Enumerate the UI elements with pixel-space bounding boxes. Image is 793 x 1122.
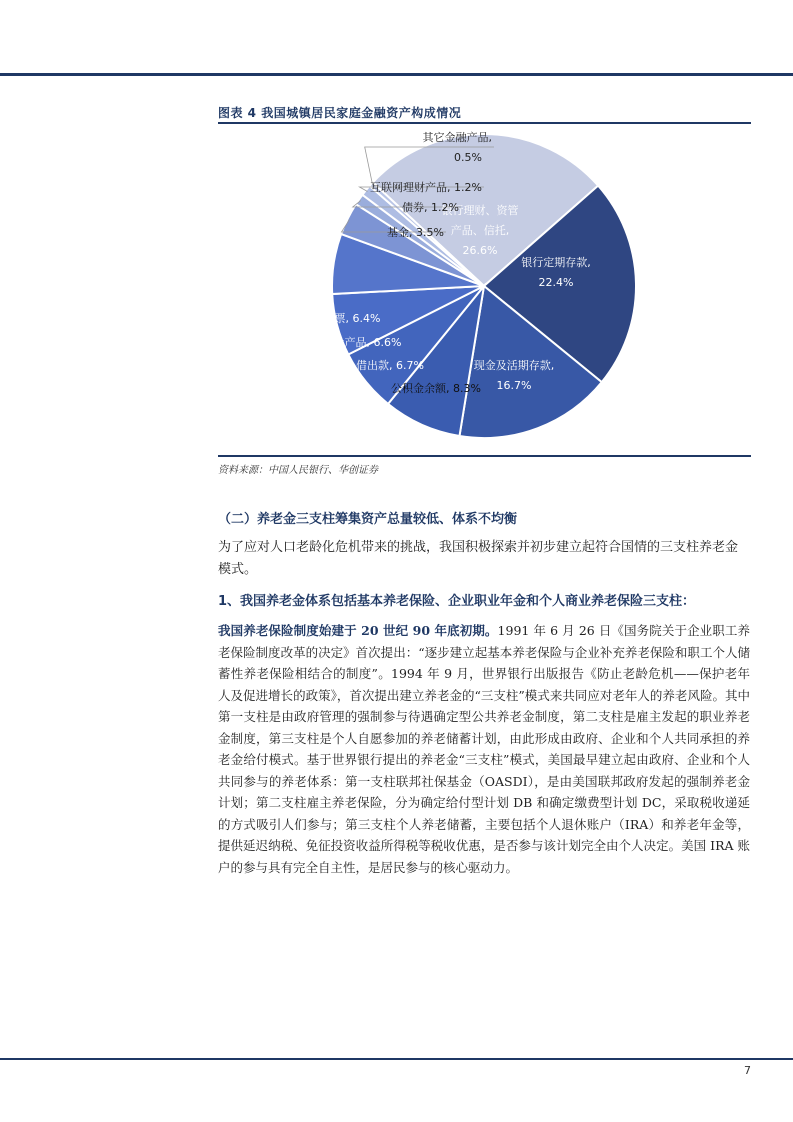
slice-label-7: 股票, 6.4% xyxy=(323,312,381,325)
slice-label-3: 现金及活期存款, 16.7% xyxy=(473,359,555,392)
section-heading: （二）养老金三支柱筹集资产总量较低、体系不均衡 xyxy=(218,512,518,527)
intro-paragraph: 为了应对人口老龄化危机带来的挑战，我国积极探索并初步建立起符合国情的三支柱养老金模式。 xyxy=(218,540,739,577)
paragraph-body: 1991 年 6 月 26 日《国务院关于企业职工养老保险制度改革的决定》首次提出：“逐步建立起基本养老保险与企业补充养老保险和职工个人储蓄性养老保险相结合的制度”。1994 年 9 月，世界银行出版报告《防止老龄危机——保护老年人及促进增长的政策》，首次提出建立养老金的“三支柱”模式来共同应对老年人的养老风险。其中第一支柱是由政府管理的强制参与待遇确定型公共养老金制度，第二支柱是雇主发起的职业养老金制度，第三支柱是个人自愿参加的养老储蓄计划，由此形成由政府、企业和个人共同承担的养老金给付模式。基于世界银行提出的养老金“三支柱”模式，美国最早建立起由政府、企业和个人共同参与的养老体系：第一支柱联邦社保基金（OASDI），是由美国联邦政府发起的强制养老金计划；第二支柱雇主养老保险，分为确定给付型计划 DB 和确定缴费型计划 DC，采取税收递延的方式吸引人们参与；第三支柱个人养老储蓄，主要包括个人退休账户（IRA）和养老年金等，提供延迟纳税、免征投资收益所得税等税收优惠，是否参与该计划完全由个人决定。美国 IRA 账户的参与具有完全自主性，是居民参与的核心驱动力。 xyxy=(218,623,750,875)
paragraph-lead: 我国养老保险制度始建于 20 世纪 90 年底初期。 xyxy=(218,623,498,638)
figure-bottom-rule xyxy=(218,455,751,457)
pie-chart xyxy=(218,123,751,453)
figure-source: 资料来源：中国人民银行、华创证券 xyxy=(218,465,378,476)
body-paragraph xyxy=(218,620,750,878)
slice-label-5: 借出款, 6.7% xyxy=(356,359,424,372)
figure-title: 图表 4 我国城镇居民家庭金融资产构成情况 xyxy=(218,106,462,120)
header-rule xyxy=(0,73,793,76)
slice-label-6: 保险产品, 6.6% xyxy=(322,336,402,349)
page-number: 7 xyxy=(744,1064,751,1077)
subheading: 1、我国养老金体系包括基本养老保险、企业职业年金和个人商业养老保险三支柱： xyxy=(218,594,696,609)
slice-label-1: 银行理财、资管产品、信托, 26.6% xyxy=(441,204,519,257)
slice-label-8: 基金, 3.5% xyxy=(387,226,444,239)
slice-label-9: 债券, 1.2% xyxy=(402,201,459,214)
footer-rule xyxy=(0,1058,793,1060)
slice-label-11: 其它金融产品, 0.5% xyxy=(422,131,492,164)
slice-label-4: 公积金余额, 8.3% xyxy=(391,382,481,395)
slice-label-10: 互联网理财产品, 1.2% xyxy=(370,181,482,194)
slice-label-2: 银行定期存款, 22.4% xyxy=(521,256,591,289)
